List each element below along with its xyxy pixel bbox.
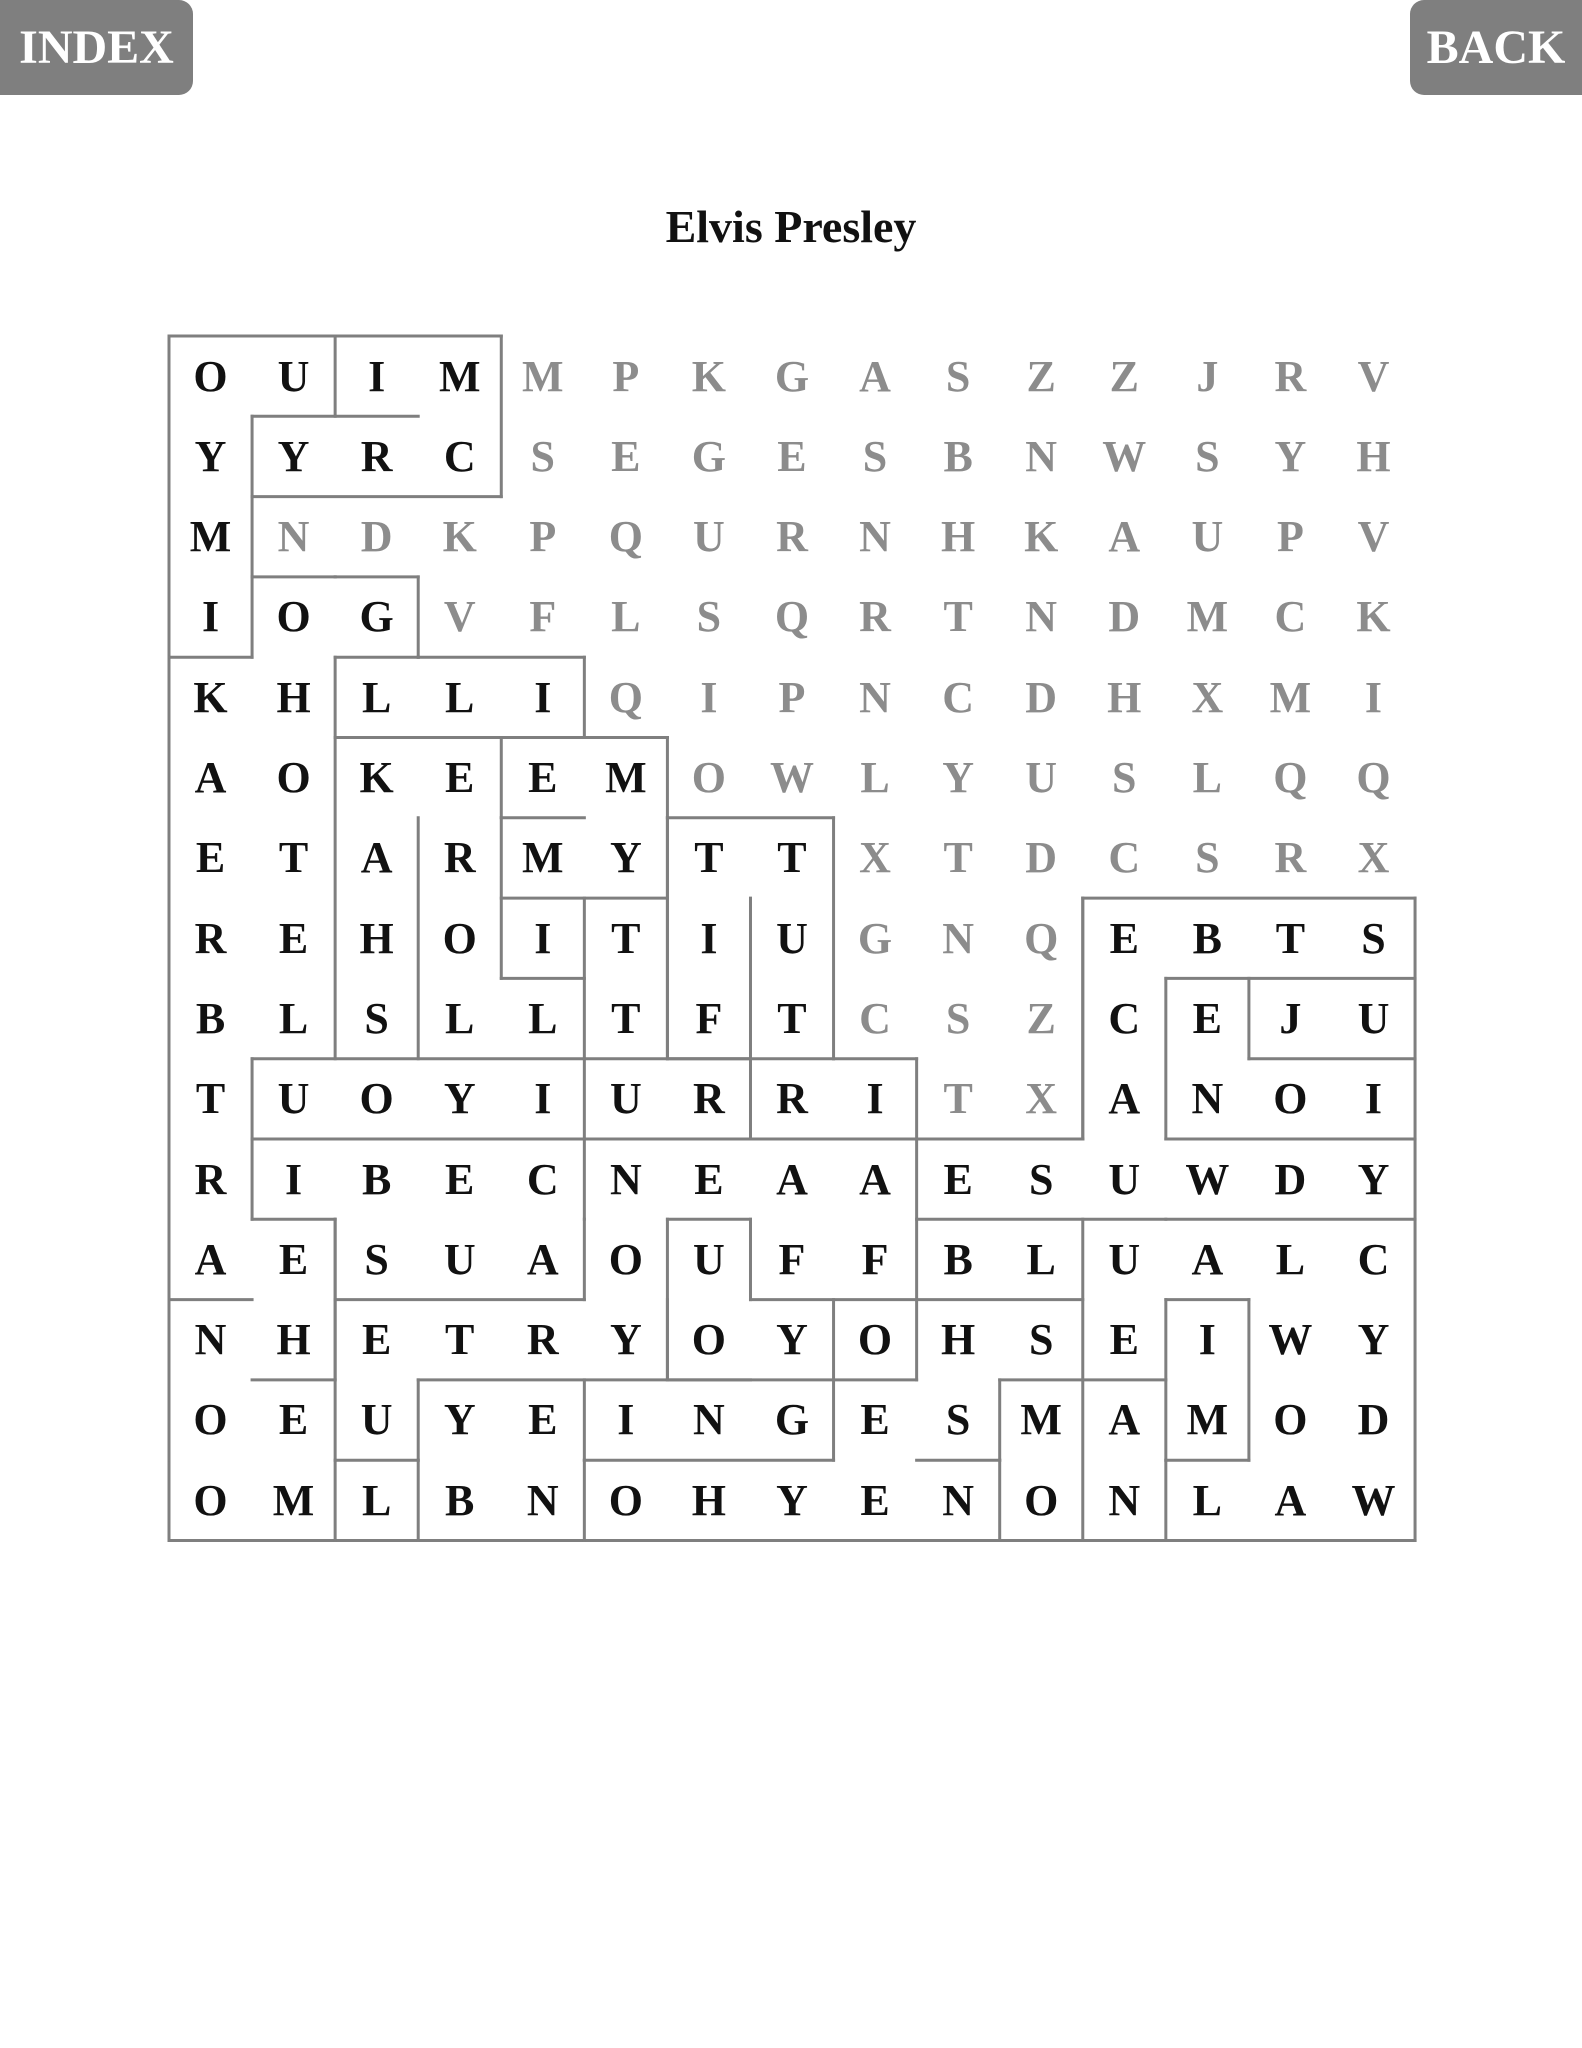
puzzle-title: Elvis Presley [665,201,917,252]
grid-cell[interactable]: E [278,1234,309,1284]
grid-cell[interactable]: U [1108,1154,1141,1204]
grid-cell[interactable]: B [943,431,973,481]
grid-cell[interactable]: L [361,1475,392,1525]
grid-cell[interactable]: V [1357,512,1390,562]
grid-cell[interactable]: T [694,833,724,883]
grid-cell[interactable]: Q [608,672,643,722]
grid-cell[interactable]: E [361,1315,392,1365]
grid-cell[interactable]: A [1191,1234,1224,1284]
grid-cell[interactable]: X [1191,672,1224,722]
grid-cell[interactable]: Q [608,512,643,562]
grid-cell[interactable]: D [1025,672,1058,722]
grid-cell[interactable]: S [696,592,722,642]
grid-cell[interactable]: F [529,592,557,642]
grid-cell[interactable]: H [691,1475,727,1525]
grid-cell[interactable]: O [276,592,311,642]
grid-cell[interactable]: N [526,1475,559,1525]
grid-cell[interactable]: U [1025,753,1058,802]
grid-cell[interactable]: U [609,1074,642,1124]
grid-cell[interactable]: S [1112,753,1137,802]
grid-cell[interactable]: L [278,993,309,1043]
grid-cell[interactable]: O [276,753,311,802]
grid-cell[interactable]: N [693,1395,725,1445]
grid-cell[interactable]: C [1108,993,1141,1043]
grid-cell[interactable]: Y [277,431,310,481]
grid-cell[interactable]: U [360,1395,393,1445]
grid-cell[interactable]: E [1109,913,1139,963]
grid-cell[interactable]: N [859,512,891,562]
grid-cell[interactable]: A [360,833,393,883]
grid-cell[interactable]: Y [1357,1154,1390,1204]
grid-cell[interactable]: R [194,1154,227,1204]
grid-cell[interactable]: I [534,1074,552,1124]
grid-cell[interactable]: N [859,672,891,722]
grid-cell[interactable]: G [359,592,394,642]
grid-cell[interactable]: M [522,351,564,401]
grid-cell[interactable]: L [611,592,641,642]
grid-cell[interactable]: L [1026,1234,1056,1284]
grid-cell[interactable]: I [285,1154,303,1204]
grid-cell[interactable]: L [528,993,558,1043]
grid-cell[interactable]: Q [774,592,810,642]
grid-cell[interactable]: L [361,672,392,722]
grid-cell[interactable]: U [1357,993,1390,1043]
grid-cell[interactable]: E [694,1154,724,1204]
grid-cell[interactable]: O [442,913,477,963]
grid-cell[interactable]: C [526,1154,559,1204]
grid-cell[interactable]: S [1361,913,1386,963]
grid-cell[interactable]: P [612,351,640,401]
grid-cell[interactable]: Y [1274,431,1307,481]
grid-cell[interactable]: N [1191,1074,1224,1124]
grid-cell[interactable]: H [359,913,394,963]
grid-cell[interactable]: Y [1357,1315,1390,1365]
grid-cell[interactable]: W [1102,431,1147,481]
grid-cell[interactable]: U [1108,1234,1141,1284]
grid-cell[interactable]: J [1279,993,1302,1043]
grid-cell[interactable]: T [195,1074,226,1124]
grid-cell[interactable]: M [1186,1395,1229,1445]
grid-cell[interactable]: S [1195,833,1220,883]
grid-cell[interactable]: C [942,672,975,722]
grid-cell[interactable]: B [445,1475,475,1525]
grid-cell[interactable]: G [774,1395,810,1445]
grid-cell[interactable]: I [617,1395,635,1445]
grid-cell[interactable]: M [605,753,647,802]
grid-cell[interactable]: K [193,672,228,722]
grid-cell[interactable]: I [534,913,552,963]
grid-cell[interactable]: L [445,672,475,722]
grid-cell[interactable]: H [941,512,976,562]
grid-cell[interactable]: E [445,1154,475,1204]
grid-cell[interactable]: O [1273,1074,1308,1124]
grid-cell[interactable]: C [859,993,891,1043]
grid-cell[interactable]: E [860,1395,890,1445]
grid-cell[interactable]: E [528,1395,558,1445]
grid-cell[interactable]: H [941,1315,976,1365]
grid-cell[interactable]: X [859,833,891,883]
grid-cell[interactable]: V [443,592,476,642]
grid-cell[interactable]: F [861,1234,889,1284]
grid-cell[interactable]: T [445,1315,475,1365]
grid-cell[interactable]: D [1108,592,1141,642]
grid-cell[interactable]: L [1192,753,1222,802]
grid-cell[interactable]: S [862,431,888,481]
grid-cell[interactable]: E [278,913,309,963]
grid-cell[interactable]: D [1274,1154,1307,1204]
grid-cell[interactable]: S [1028,1154,1054,1204]
grid-cell[interactable]: M [189,512,232,562]
grid-cell[interactable]: R [1274,833,1307,883]
grid-cell[interactable]: D [360,512,393,562]
grid-cell[interactable]: E [278,1395,309,1445]
grid-cell[interactable]: N [1108,1475,1141,1525]
grid-cell[interactable]: S [945,993,971,1043]
grid-cell[interactable]: Y [609,1315,642,1365]
grid-cell[interactable]: E [195,833,226,883]
grid-cell[interactable]: U [277,1074,310,1124]
back-button[interactable]: BACK [1410,0,1582,95]
grid-cell[interactable]: U [693,1234,725,1284]
grid-cell[interactable]: I [700,672,718,722]
grid-cell[interactable]: O [608,1475,643,1525]
grid-cell[interactable]: W [1185,1154,1230,1204]
grid-cell[interactable]: Z [1026,993,1056,1043]
grid-cell[interactable]: M [272,1475,315,1525]
grid-cell[interactable]: Q [1024,913,1059,963]
grid-cell[interactable]: A [859,1154,891,1204]
grid-cell[interactable]: N [277,512,310,562]
grid-cell[interactable]: C [1357,1234,1390,1284]
grid-cell[interactable]: I [700,913,718,963]
grid-cell[interactable]: Y [776,1315,808,1365]
grid-cell[interactable]: E [860,1475,890,1525]
grid-cell[interactable]: D [1025,833,1058,883]
grid-cell[interactable]: B [361,1154,392,1204]
grid-cell[interactable]: B [1192,913,1222,963]
grid-cell[interactable]: B [943,1234,973,1284]
grid-cell[interactable]: V [1357,351,1390,401]
grid-cell[interactable]: L [445,993,475,1043]
grid-cell[interactable]: T [777,993,807,1043]
grid-cell[interactable]: E [611,431,641,481]
grid-cell[interactable]: E [943,1154,973,1204]
grid-cell[interactable]: F [778,1234,806,1284]
grid-cell[interactable]: O [1273,1395,1308,1445]
grid-cell[interactable]: R [194,913,227,963]
grid-cell[interactable]: F [695,993,723,1043]
grid-cell[interactable]: M [522,833,564,883]
grid-cell[interactable]: L [860,753,890,802]
grid-cell[interactable]: Y [942,753,975,802]
grid-cell[interactable]: T [278,833,309,883]
grid-cell[interactable]: L [1275,1234,1306,1284]
grid-cell[interactable]: Q [1273,753,1308,802]
grid-cell[interactable]: Y [776,1475,808,1525]
grid-cell[interactable]: B [195,993,226,1043]
grid-cell[interactable]: S [945,1395,971,1445]
grid-cell[interactable]: E [1109,1315,1139,1365]
grid-cell[interactable]: K [691,351,727,401]
grid-cell[interactable]: C [1274,592,1307,642]
grid-cell[interactable]: T [1275,913,1306,963]
grid-cell[interactable]: A [1108,1395,1141,1445]
grid-cell[interactable]: O [359,1074,394,1124]
grid-cell[interactable]: I [1364,1074,1383,1124]
grid-cell[interactable]: K [1356,592,1391,642]
grid-cell[interactable]: S [1195,431,1220,481]
grid-cell[interactable]: S [1028,1315,1054,1365]
grid-cell[interactable]: S [945,351,971,401]
grid-cell[interactable]: U [693,512,725,562]
grid-cell[interactable]: I [1198,1315,1216,1365]
grid-cell[interactable]: N [1025,592,1058,642]
grid-cell[interactable]: R [526,1315,559,1365]
grid-cell[interactable]: T [611,913,641,963]
grid-cell[interactable]: R [776,1074,808,1124]
grid-cell[interactable]: U [1191,512,1224,562]
grid-cell[interactable]: I [201,592,220,642]
grid-cell[interactable]: E [528,753,558,802]
grid-cell[interactable]: O [193,1395,228,1445]
grid-cell[interactable]: J [1196,351,1219,401]
grid-cell[interactable]: G [774,351,810,401]
grid-cell[interactable]: L [1192,1475,1222,1525]
grid-cell[interactable]: G [857,913,893,963]
grid-cell[interactable]: W [769,753,814,802]
grid-cell[interactable]: M [438,351,481,401]
grid-cell[interactable]: A [194,1234,227,1284]
grid-cell[interactable]: T [611,993,641,1043]
grid-cell[interactable]: O [193,351,228,401]
grid-cell[interactable]: O [857,1315,893,1365]
grid-cell[interactable]: Q [1356,753,1391,802]
grid-cell[interactable]: U [443,1234,476,1284]
grid-cell[interactable]: O [608,1234,643,1284]
grid-cell[interactable]: M [1269,672,1312,722]
grid-cell[interactable]: O [691,753,727,802]
grid-cell[interactable]: Z [1109,351,1139,401]
grid-cell[interactable]: I [866,1074,884,1124]
grid-cell[interactable]: R [693,1074,725,1124]
grid-cell[interactable]: N [942,913,975,963]
grid-cell[interactable]: O [1024,1475,1059,1525]
grid-cell[interactable]: K [359,753,394,802]
grid-cell[interactable]: M [1186,592,1229,642]
grid-cell[interactable]: T [777,833,807,883]
grid-cell[interactable]: Y [443,1074,476,1124]
grid-cell[interactable]: N [194,1315,227,1365]
grid-cell[interactable]: S [364,1234,389,1284]
grid-cell[interactable]: M [1020,1395,1062,1445]
grid-cell[interactable]: A [194,753,227,802]
grid-cell[interactable]: Y [443,1395,476,1445]
grid-cell[interactable]: E [445,753,475,802]
grid-cell[interactable]: T [943,592,973,642]
grid-cell[interactable]: H [276,1315,311,1365]
grid-cell[interactable]: S [530,431,555,481]
grid-cell[interactable]: A [859,351,891,401]
grid-cell[interactable]: Z [1026,351,1056,401]
grid-cell[interactable]: X [1357,833,1390,883]
grid-cell[interactable]: U [776,913,808,963]
grid-cell[interactable]: O [193,1475,228,1525]
grid-cell[interactable]: D [1357,1395,1390,1445]
grid-cell[interactable]: A [1274,1475,1307,1525]
grid-cell[interactable]: C [443,431,476,481]
grid-cell[interactable]: U [277,351,310,401]
grid-cell[interactable]: N [1025,431,1058,481]
grid-cell[interactable]: X [1025,1074,1058,1124]
grid-cell[interactable]: W [1351,1475,1396,1525]
grid-cell[interactable]: G [691,431,727,481]
grid-cell[interactable]: I [368,351,386,401]
grid-cell[interactable]: Y [609,833,642,883]
grid-cell[interactable]: R [1274,351,1307,401]
grid-cell[interactable]: S [364,993,389,1043]
grid-cell[interactable]: E [777,431,807,481]
grid-cell[interactable]: T [943,1074,973,1124]
grid-cell[interactable]: P [1276,512,1304,562]
index-button[interactable]: INDEX [0,0,193,95]
grid-cell[interactable]: W [1268,1315,1313,1365]
grid-cell[interactable]: K [1024,512,1059,562]
grid-cell[interactable]: N [609,1154,642,1204]
grid-cell[interactable]: R [360,431,393,481]
grid-cell[interactable]: I [534,672,552,722]
grid-cell[interactable]: P [529,512,557,562]
grid-cell[interactable]: E [1192,993,1222,1043]
grid-cell[interactable]: I [1364,672,1383,722]
grid-cell[interactable]: R [859,592,891,642]
grid-cell[interactable]: R [443,833,476,883]
grid-cell[interactable]: H [276,672,311,722]
grid-cell[interactable]: A [526,1234,559,1284]
grid-cell[interactable]: K [442,512,477,562]
grid-cell[interactable]: H [1356,431,1391,481]
grid-cell[interactable]: A [776,1154,808,1204]
grid-cell[interactable]: H [1107,672,1142,722]
grid-cell[interactable]: O [691,1315,727,1365]
grid-cell[interactable]: T [943,833,973,883]
grid-cell[interactable]: C [1108,833,1141,883]
grid-cell[interactable]: Y [194,431,227,481]
grid-cell[interactable]: A [1108,1074,1141,1124]
grid-cell[interactable]: A [1108,512,1141,562]
grid-cell[interactable]: N [942,1475,975,1525]
grid-cell[interactable]: R [776,512,808,562]
grid-cell[interactable]: P [778,672,806,722]
